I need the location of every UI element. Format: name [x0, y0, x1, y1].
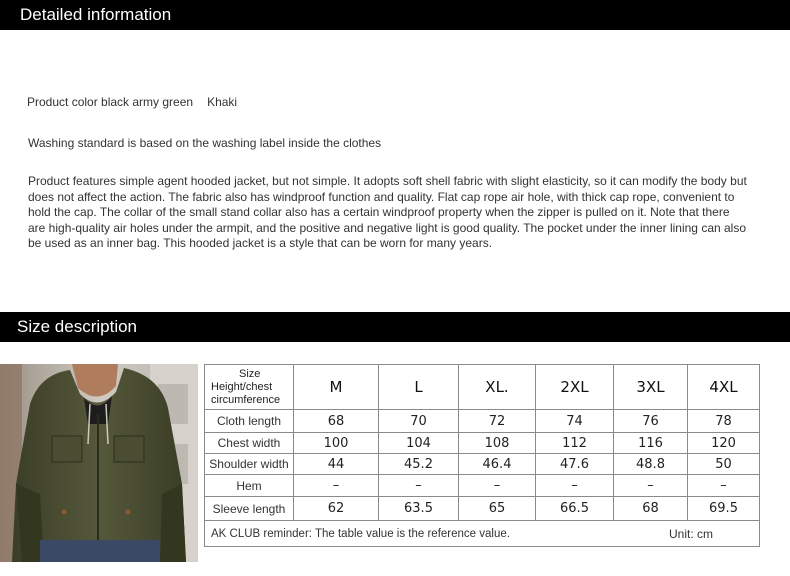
- size-table: [204, 364, 760, 547]
- corner-height-chest-label: Height/chest: [211, 380, 273, 393]
- table-cell: –: [688, 475, 760, 497]
- table-cell: –: [379, 475, 459, 497]
- product-photo: [0, 364, 198, 562]
- size-2xl: 2XL: [536, 365, 614, 410]
- product-color-line: [27, 95, 237, 109]
- table-cell: 68: [294, 410, 379, 433]
- table-cell: 112: [536, 433, 614, 454]
- table-cell: 47.6: [536, 454, 614, 475]
- detailed-information-title: Detailed information: [20, 5, 172, 24]
- size-3xl: 3XL: [614, 365, 688, 410]
- table-row: [205, 410, 760, 433]
- table-cell: 63.5: [379, 497, 459, 521]
- row-label-chest-width: Chest width: [205, 433, 294, 454]
- size-l: L: [379, 365, 459, 410]
- table-cell: 68: [614, 497, 688, 521]
- row-label-cloth-length: Cloth length: [205, 410, 294, 433]
- size-header-row: [205, 365, 760, 410]
- table-cell: 65: [459, 497, 536, 521]
- table-cell: 108: [459, 433, 536, 454]
- table-cell: 78: [688, 410, 760, 433]
- size-xl: XL.: [459, 365, 536, 410]
- product-features-text: Product features simple agent hooded jacket, but not simple. It adopts soft shell fabric with slight elasticity, so it can modify the body but does not affect the action. The fabric also has windproof function and quality. Flat cap rope air hole, with thick cap rope, convenient to hold the cap. The collar of the small stand collar also has a certain windproof property when the zipper is pulled on it. Note that there are high-quality air holes under the armpit, and the positive and negative light is good quality. The pocket under the inner lining can also be used as an inner bag. This hooded jacket is a style that can be worn for many years.: [28, 174, 747, 251]
- product-color-label: Product color black army green: [27, 95, 194, 109]
- table-cell: –: [294, 475, 379, 497]
- row-label-sleeve-length: Sleeve length: [205, 497, 294, 521]
- table-cell: 74: [536, 410, 614, 433]
- washing-standard-text: Washing standard is based on the washing label inside the clothes: [28, 136, 382, 150]
- table-cell: 46.4: [459, 454, 536, 475]
- table-cell: 104: [379, 433, 459, 454]
- corner-circumference-label: circumference: [211, 393, 281, 406]
- corner-size-label: Size: [239, 367, 261, 380]
- table-row: [205, 454, 760, 475]
- size-description-header: [0, 312, 790, 342]
- table-cell: 44: [294, 454, 379, 475]
- table-cell: 66.5: [536, 497, 614, 521]
- table-cell: 100: [294, 433, 379, 454]
- row-label-hem: Hem: [205, 475, 294, 497]
- table-cell: –: [536, 475, 614, 497]
- reminder-row: [205, 521, 760, 547]
- table-cell: 50: [688, 454, 760, 475]
- row-label-shoulder-width: Shoulder width: [205, 454, 294, 475]
- reminder-text: AK CLUB reminder: The table value is the reference value.: [211, 527, 510, 540]
- table-cell: 76: [614, 410, 688, 433]
- size-4xl: 4XL: [688, 365, 760, 410]
- size-m: M: [294, 365, 379, 410]
- table-cell: 45.2: [379, 454, 459, 475]
- table-cell: 116: [614, 433, 688, 454]
- unit-text: Unit: cm: [669, 527, 714, 541]
- table-cell: –: [614, 475, 688, 497]
- table-cell: –: [459, 475, 536, 497]
- table-cell: 48.8: [614, 454, 688, 475]
- reminder-cell: [205, 521, 760, 547]
- product-color-khaki: Khaki: [207, 95, 238, 109]
- size-description-title: Size description: [17, 317, 138, 336]
- table-cell: 62: [294, 497, 379, 521]
- table-row: [205, 475, 760, 497]
- table-row: [205, 433, 760, 454]
- table-cell: 70: [379, 410, 459, 433]
- table-cell: 120: [688, 433, 760, 454]
- table-cell: 69.5: [688, 497, 760, 521]
- detailed-information-header: [0, 0, 790, 30]
- table-cell: 72: [459, 410, 536, 433]
- table-corner-cell: [205, 365, 294, 410]
- table-row: [205, 497, 760, 521]
